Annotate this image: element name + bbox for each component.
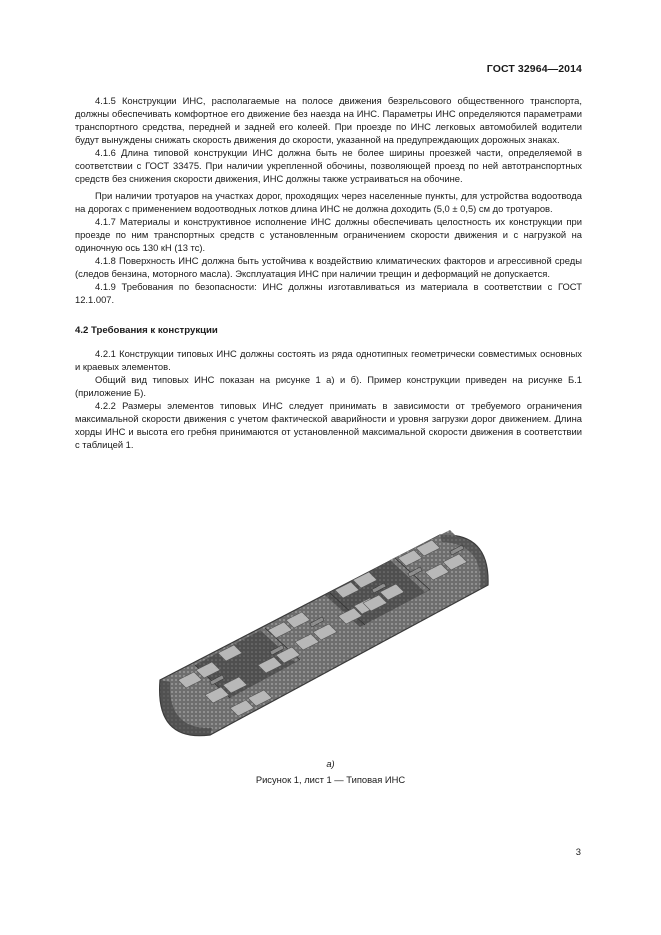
paragraph-4-2-2: 4.2.2 Размеры элементов типовых ИНС следует принимать в зависимости от требуемого ограничения максимальной скорости движения с учетом фактической аварийности и уровня загрузки дорог движением. Длина хорды ИНС и высота его гребня принимаются от установленной максимальной скорости движения в соответствии с таблицей 1. bbox=[75, 400, 582, 450]
paragraph-4-1-9: 4.1.9 Требования по безопасности: ИНС должны изготавливаться из материала в соответствии с ГОСТ 12.1.007. bbox=[75, 281, 582, 305]
paragraph-4-1-5: 4.1.5 Конструкции ИНС, располагаемые на полосе движения безрельсового общественного транспорта, должны обеспечивать комфортное его движение без наезда на ИНС. Параметры ИНС определяются параметрами транспортного средства, передней и задней его колеей. При проезде по ИНС легковых автомобилей водители будут вынуждены снижать скорость движения до скорости, указанной на предупреждающих дорожных знаках. bbox=[75, 95, 582, 145]
figure-caption: Рисунок 1, лист 1 — Типовая ИНС bbox=[255, 774, 406, 785]
paragraph-4-2-1: 4.2.1 Конструкции типовых ИНС должны состоять из ряда однотипных геометрически совместимых основных и краевых элементов. bbox=[75, 348, 582, 372]
paragraph-4-1-8: 4.1.8 Поверхность ИНС должна быть устойчива к воздействию климатических факторов и агрессивной среды (следов бензина, моторного масла). Эксплуатация ИНС при наличии трещин и деформаций не допускается. bbox=[75, 255, 582, 279]
page-number: 3 bbox=[575, 846, 581, 857]
document-header: ГОСТ 32964—2014 bbox=[486, 63, 582, 75]
figure-sublabel: а) bbox=[326, 758, 335, 769]
body-text bbox=[75, 94, 582, 451]
paragraph-general-view: Общий вид типовых ИНС показан на рисунке 1 а) и б). Пример конструкции приведен на рисунке Б.1 (приложение Б). bbox=[75, 374, 582, 398]
paragraph-4-1-6: 4.1.6 Длина типовой конструкции ИНС должна быть не более ширины проезжей части, определяемой в соответствии с ГОСТ 33475. При наличии укрепленной обочины, позволяющей проезд по ней автотранспортных средств без снижения скорости движения, ИНС должны также устраиваться на обочине. bbox=[75, 147, 582, 184]
section-heading: 4.2 Требования к конструкции bbox=[75, 325, 218, 336]
paragraph-sidewalks: При наличии тротуаров на участках дорог, проходящих через населенные пункты, для устройства водоотвода на дорогах с применением водоотводных лотков длина ИНС не должна доходить (5,0 ± 0,5) см до тротуаров. bbox=[75, 190, 582, 214]
paragraph-4-1-7: 4.1.7 Материалы и конструктивное исполнение ИНС должны обеспечивать целостность их конструкции при проезде по ним транспортных средств с установленным ограничением скорости движения и с нагрузкой на одиночную ось 130 кН (13 тс). bbox=[75, 216, 582, 253]
speed-bump-illustration bbox=[150, 530, 495, 745]
